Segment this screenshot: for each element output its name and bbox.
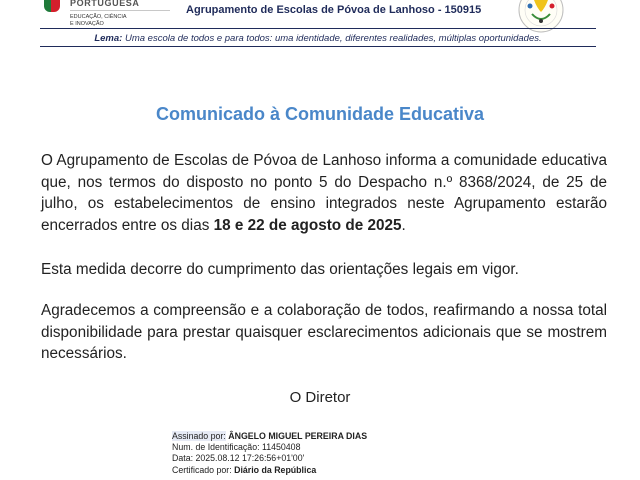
closure-dates: 18 e 22 de agosto de 2025: [213, 216, 402, 234]
signature-certifier: [172, 465, 402, 476]
portugal-flag-icon: [44, 0, 60, 12]
signer-title: O Diretor: [289, 389, 351, 406]
signature-signed-by: [172, 431, 402, 442]
digital-signature-block: [172, 431, 402, 476]
closure-notice-end: .: [401, 216, 406, 234]
ministry-line-1: EDUCAÇÃO, CIÊNCIA: [70, 14, 127, 20]
id-value: 11450408: [261, 442, 301, 453]
signature-id: [172, 442, 402, 453]
cert-label: Certificado por:: [172, 464, 232, 475]
ministry-line-2: E INOVAÇÃO: [70, 21, 104, 27]
school-motto: [40, 33, 596, 44]
paragraph-legal-basis: Esta medida decorre do cumprimento das orientações legais em vigor.: [41, 261, 519, 278]
school-emblem-logo: [510, 0, 572, 36]
motto-text: Uma escola de todos e para todos: uma identidade, diferentes realidades, múltiplas oportunidades.: [124, 33, 542, 44]
header-divider: [40, 28, 596, 29]
id-label: Num. de Identificação:: [172, 442, 260, 453]
signature-date: [172, 453, 402, 464]
signed-by-name: ÂNGELO MIGUEL PEREIRA DIAS: [228, 431, 368, 441]
closure-notice-text: O Agrupamento de Escolas de Póvoa de Lanhoso informa a comunidade educativa que, nos termos do disposto no ponto 5 do Despacho n.º 8368/2024, de 25 de julho, os estabelecimentos de ensino integrados neste Agrupamento estarão encerrados entre os dias: [41, 152, 607, 234]
paragraph-thanks: Agradecemos a compreensão e a colaboração de todos, reafirmando a nossa total disponibilidade para prestar quaisquer esclarecimentos adicionais que se mostrem necessários.: [41, 302, 607, 363]
document-header: [0, 0, 640, 48]
paragraph-closure-notice: [41, 150, 607, 236]
document-title: Comunicado à Comunidade Educativa: [155, 104, 485, 124]
school-name: Agrupamento de Escolas de Póvoa de Lanhoso - 150915: [186, 4, 482, 16]
date-label: Data:: [172, 453, 194, 464]
cert-value: Diário da República: [234, 464, 317, 475]
signed-by-label: Assinado por:: [172, 431, 226, 441]
date-value: 2025.08.12 17:26:56+01'00': [195, 453, 305, 464]
motto-divider: [40, 46, 596, 47]
logo-wordmark: PORTUGUESA: [70, 0, 140, 8]
ministry-name: [70, 10, 170, 28]
motto-label: Lema:: [94, 33, 123, 44]
